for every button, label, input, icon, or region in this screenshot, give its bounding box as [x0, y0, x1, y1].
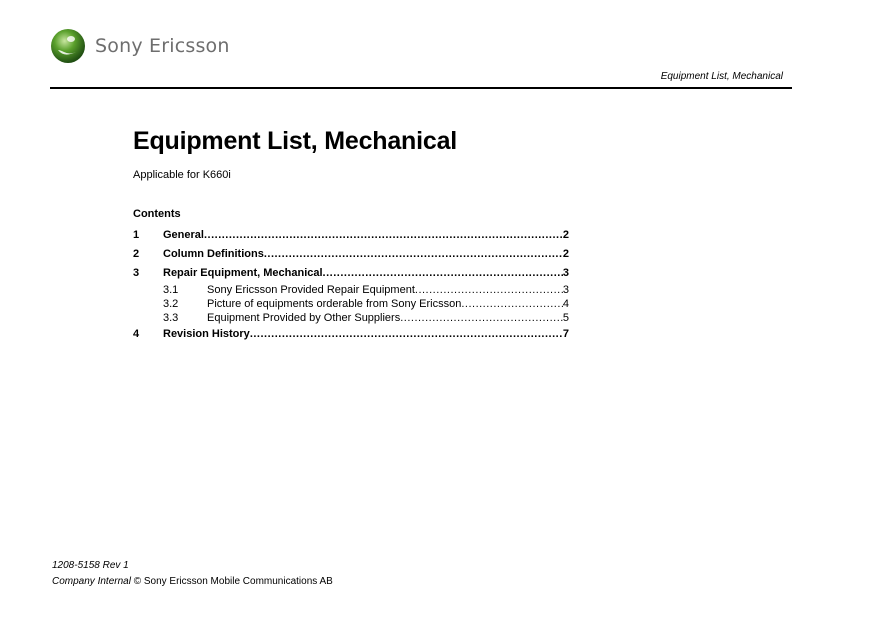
toc-entry-number: 4	[133, 328, 140, 340]
toc-dot-leader	[415, 284, 563, 296]
footer-copyright	[52, 576, 333, 587]
toc-entry-label: Equipment Provided by Other Suppliers	[207, 312, 401, 324]
toc-subentry[interactable]	[133, 298, 569, 312]
toc-entry-number: 3.1	[163, 284, 179, 296]
toc-entry-page: 3	[562, 284, 569, 296]
toc-entry-label: General	[163, 229, 204, 241]
sony-ericsson-logo-icon	[50, 28, 86, 64]
document-title: Equipment List, Mechanical	[133, 127, 458, 155]
document-number: 1208-5158 Rev 1	[52, 560, 129, 571]
toc-entry-label: Column Definitions	[163, 248, 264, 260]
document-subtitle: Applicable for K660i	[133, 169, 231, 181]
toc-dot-leader	[461, 298, 563, 310]
toc-entry-page: 7	[562, 328, 569, 340]
toc-entry-page: 2	[562, 229, 569, 241]
toc-dot-leader	[323, 267, 563, 279]
toc-entry-label: Revision History	[163, 328, 250, 340]
running-header-title: Equipment List, Mechanical	[660, 71, 783, 82]
toc-entry-label: Repair Equipment, Mechanical	[163, 267, 323, 279]
copyright-text: © Sony Ericsson Mobile Communications AB	[133, 576, 333, 587]
toc-entry-page: 5	[562, 312, 569, 324]
header-divider	[50, 87, 792, 89]
toc-subentry[interactable]	[133, 312, 569, 326]
toc-dot-leader	[264, 248, 563, 260]
toc-entry[interactable]	[133, 328, 569, 343]
toc-entry-number: 3.2	[163, 298, 179, 310]
toc-entry[interactable]	[133, 229, 569, 244]
toc-entry-label: Picture of equipments orderable from Sony Ericsson	[207, 298, 462, 310]
classification-label: Company Internal	[52, 576, 131, 587]
toc-entry-number: 3.3	[163, 312, 179, 324]
table-of-contents	[133, 229, 569, 343]
toc-entry-number: 3	[133, 267, 140, 279]
toc-subentry[interactable]	[133, 284, 569, 298]
toc-entry[interactable]	[133, 267, 569, 282]
toc-entry-label: Sony Ericsson Provided Repair Equipment	[207, 284, 415, 296]
toc-dot-leader	[400, 312, 563, 324]
contents-heading: Contents	[133, 208, 181, 220]
toc-entry[interactable]	[133, 248, 569, 263]
toc-dot-leader	[204, 229, 563, 241]
toc-dot-leader	[250, 328, 563, 340]
toc-entry-page: 3	[562, 267, 569, 279]
toc-entry-number: 1	[133, 229, 140, 241]
brand-name: Sony Ericsson	[95, 35, 230, 57]
toc-entry-number: 2	[133, 248, 140, 260]
toc-entry-page: 2	[562, 248, 569, 260]
company-logo	[50, 28, 230, 64]
toc-entry-page: 4	[562, 298, 569, 310]
